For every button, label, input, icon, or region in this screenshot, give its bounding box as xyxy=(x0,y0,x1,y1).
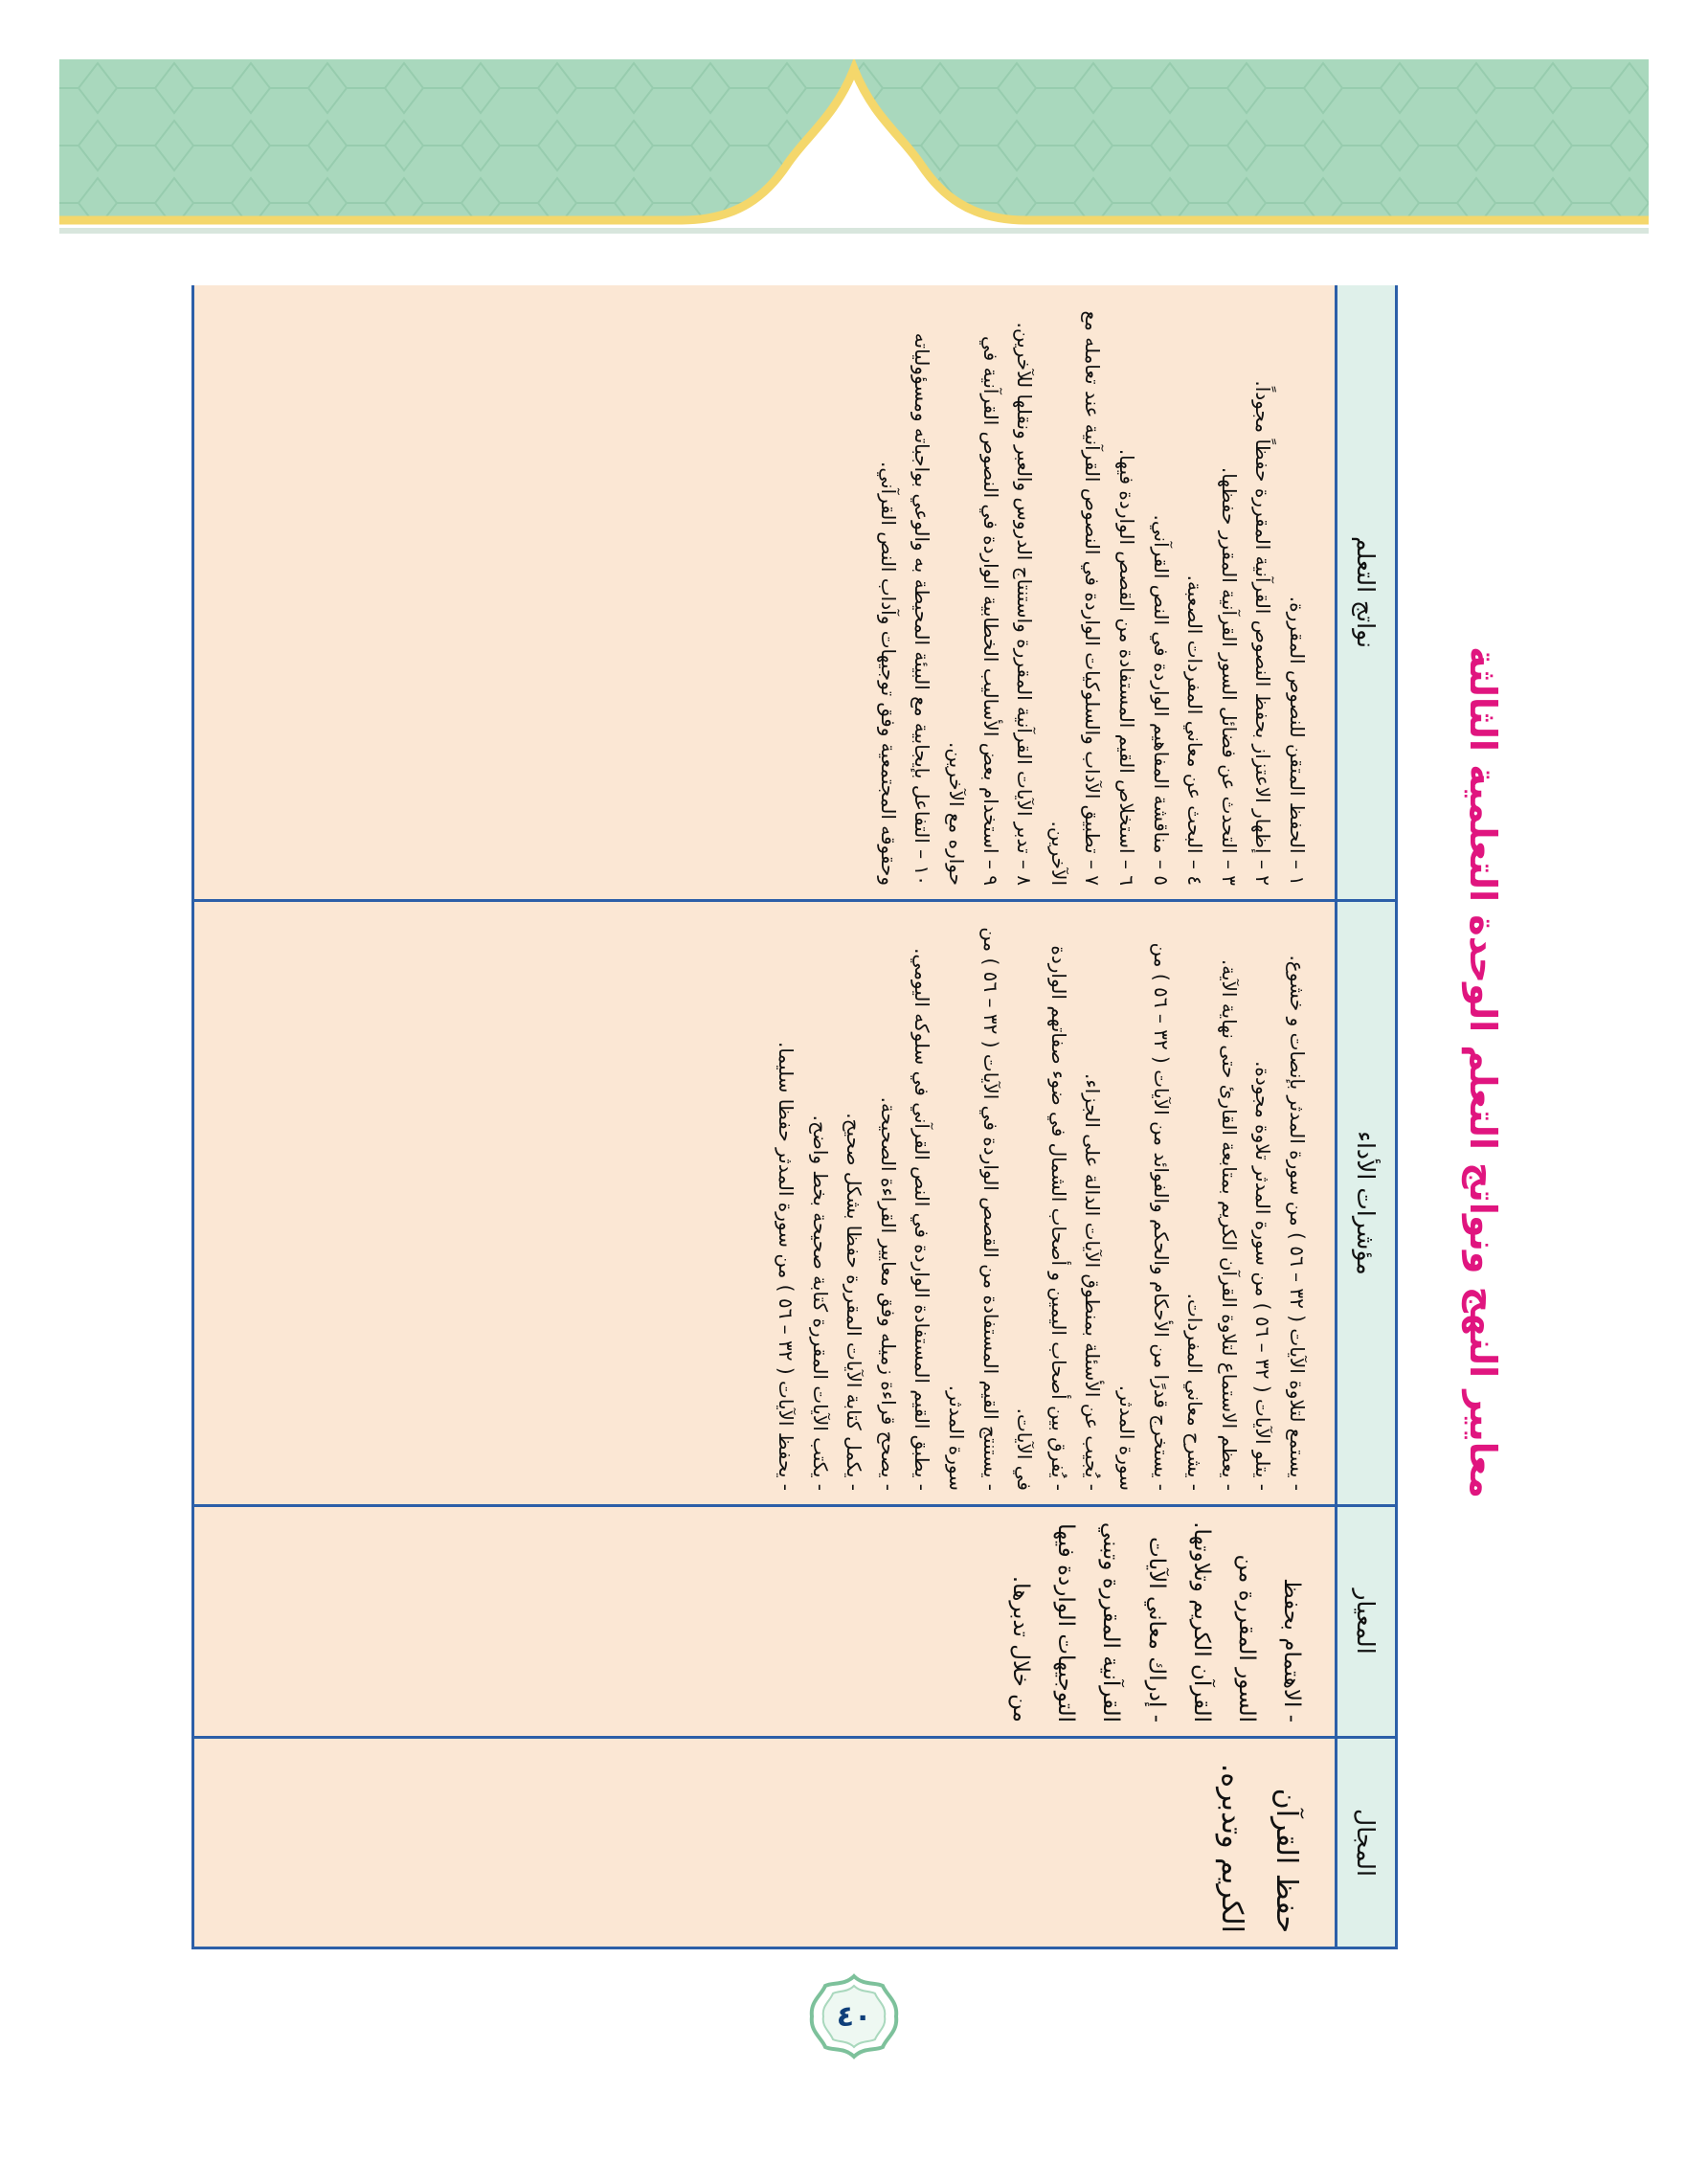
outcome-item: ٣ – التحدث عن فضائل السور القرآنية المقرر حفظها. xyxy=(1217,466,1241,886)
standard-item: - إدراك معاني الآيات القرآنية المقررة وتبني التوجيهات الواردة فيها من خلال تدبرها. xyxy=(1008,1521,1169,1722)
indicator-item: - يكتب الآيات المقررة كتابة صحيحة بخط واضح. xyxy=(808,1114,832,1491)
indicator-item: - يحفظ الآيات ( ٣٢ – ٥٦ ) من سورة المدثر حفظا سليما. xyxy=(775,1041,798,1491)
outcome-item: ٥ – مناقشة المفاهيم الواردة في النص القرآني. xyxy=(1149,514,1173,886)
page-title: معايير النهج ونواتج التعلم الوحدة التعلمية الثالثة xyxy=(1462,646,1504,1498)
indicator-item: - يتلو الآيات ( ٣٢ – ٥٦ ) من سورة المدثر تلاوة مجودة. xyxy=(1251,1061,1275,1491)
indicator-item: - يستمع لتلاوة الآيات ( ٣٢ – ٥٦ ) من سورة المدثر بإنصات و خشوع. xyxy=(1286,955,1309,1491)
header-indicators: مؤشرات الأداء xyxy=(1337,901,1397,1506)
indicator-item: - يستنتج القيم المستفادة من القصص الواردة في الآيات ( ٣٢ – ٥٦ ) من سورة المدثر. xyxy=(945,927,1002,1491)
header-outcomes: نواتج التعلم xyxy=(1337,285,1397,901)
outcome-item: ٩ – استخدام بعض الأساليب الخطابية الواردة في النصوص القرآنية في حواره مع الآخرين. xyxy=(945,336,1002,886)
domain-text: حفظ القرآن الكريم وتدبره. xyxy=(1215,1763,1303,1933)
header-standard: المعيار xyxy=(1337,1506,1397,1738)
indicator-item: - يعظم الاستماع لتلاوة القرآن الكريم بمتابعة القارئ حتى نهاية الآية. xyxy=(1217,958,1241,1491)
standards-table-frame xyxy=(191,285,1398,1949)
indicator-item: - يُفرق بين أصحاب اليمين و أصحاب الشمال في ضوء صفاتهم الواردة في الآيات. xyxy=(1013,945,1070,1491)
page-number: ٤٠ xyxy=(836,1999,872,2034)
cell-indicators xyxy=(193,901,1337,1506)
indicator-item: - يطبق القيم المستفادة الواردة في النص القرآني في سلوكه اليومي. xyxy=(910,948,934,1491)
outcome-item: ٨ – تدبر الآيات القرآنية المقررة واستنتاج الدروس والعبر ونقلها للآخرين. xyxy=(1013,322,1037,886)
indicator-item: - يشرح معاني المفردات. xyxy=(1183,1293,1207,1491)
cell-standard xyxy=(193,1506,1337,1738)
cell-outcomes xyxy=(193,285,1337,901)
outcome-item: ٢ – إظهار الاعتزاز بحفظ النصوص القرآنية المقررة حفظاً مجوداً. xyxy=(1251,380,1275,886)
outcome-item: ٤ – البحث عن معاني المفردات الصعبة. xyxy=(1183,574,1207,886)
outcome-item: ٦ – استخلاص القيم المستفادة من القصص الواردة فيها. xyxy=(1115,448,1139,886)
indicator-item: - يُجيب عن الأسئلة بمنطوق الآيات الدالة على الجزاء. xyxy=(1081,1072,1105,1491)
standard-item: - الاهتمام بحفظ السور المقررة من القرآن الكريم وتلاوتها. xyxy=(1188,1521,1304,1722)
decorative-header-banner xyxy=(59,59,1649,234)
indicator-item: - يصحح قراءة زميله وفق معايير القراءة الصحيحة. xyxy=(876,1096,900,1491)
page-title-container xyxy=(1440,646,1526,1498)
table-header-row xyxy=(1337,285,1397,1948)
outcome-item: ١٠ – التفاعل بإيجابية مع البيئة المحيطة به والوعي بواجباته ومسؤولياته وحقوقه المجتمعية وفق توجيهات وآداب النص القرآني. xyxy=(876,332,934,886)
cell-domain xyxy=(193,1738,1337,1948)
standards-table xyxy=(191,285,1398,1949)
indicator-item: - يكمل كتابة الآيات المقررة حفظا بشكل صحيح. xyxy=(843,1113,866,1491)
outcome-item: ١ – الحفظ المتقن للنصوص المقررة. xyxy=(1286,596,1309,886)
page-number-badge xyxy=(806,1972,902,2060)
standards-table-rotated xyxy=(191,285,1398,1949)
indicator-item: - يستخرج قدرًا من الأحكام والحكم والفوائد من الآيات ( ٣٢ – ٥٦ ) من سورة المدثر. xyxy=(1115,942,1173,1491)
table-row xyxy=(193,285,1337,1948)
outcome-item: ٧ – تطبيق الآداب والسلوكيات الواردة في النصوص القرآنية عند تعامله مع الآخرين. xyxy=(1046,310,1105,886)
header-domain: المجال xyxy=(1337,1738,1397,1948)
